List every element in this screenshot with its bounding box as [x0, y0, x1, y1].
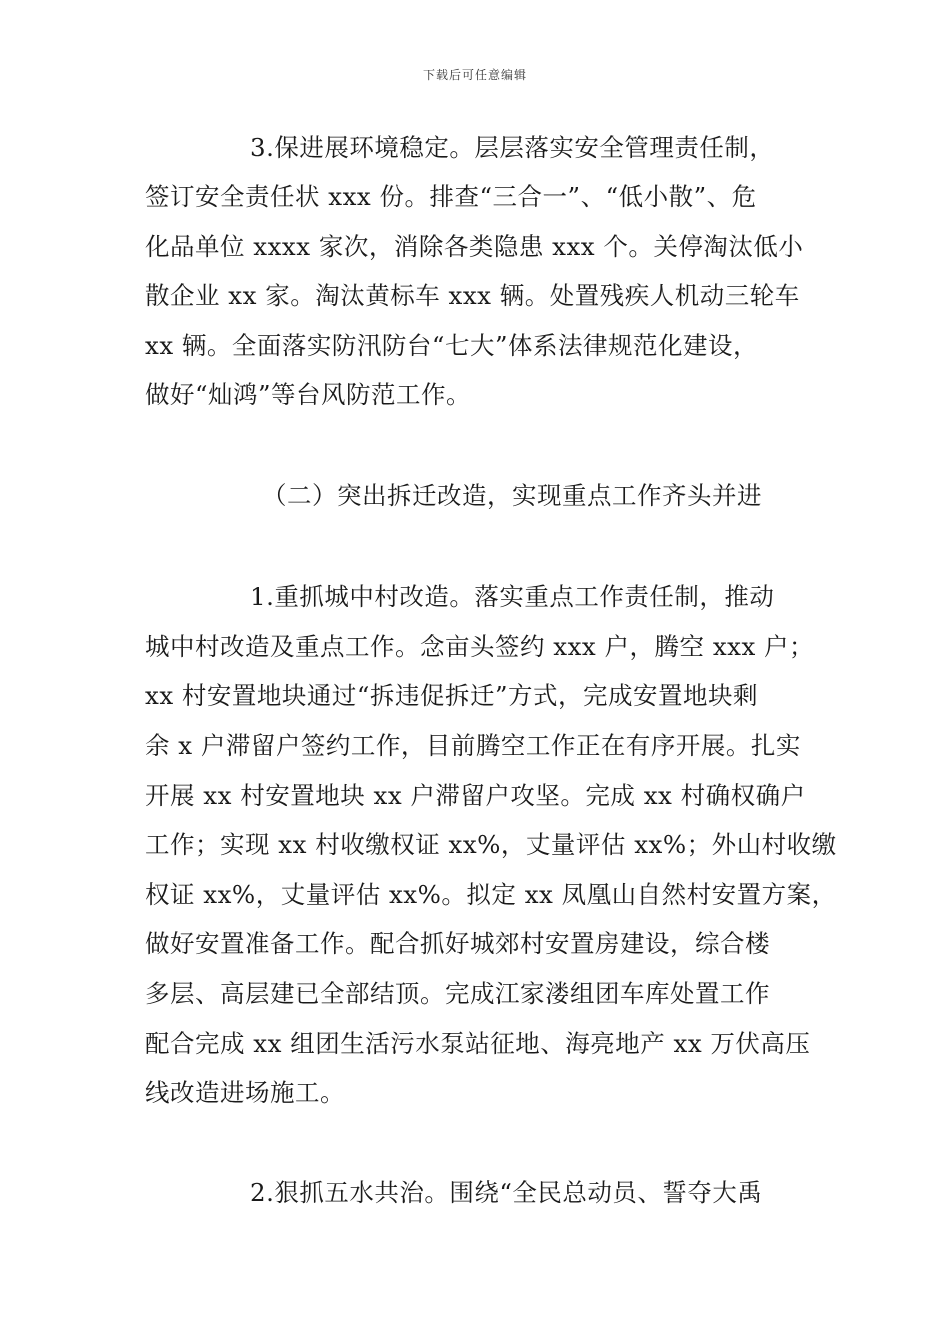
download-note: 下载后可任意编辑: [422, 68, 527, 82]
paragraph-line: 线改造进场施工。: [145, 1078, 345, 1107]
paragraph-line: 开展 xx 村安置地块 xx 户滞留户攻坚。完成 xx 村确权确户: [145, 781, 806, 810]
paragraph-line: 做好“灿鸿”等台风防范工作。: [145, 380, 472, 409]
paragraph-line: 工作；实现 xx 村收缴权证 xx%，丈量评估 xx%；外山村收缴: [145, 830, 837, 859]
paragraph-line: 城中村改造及重点工作。念亩头签约 xxx 户，腾空 xxx 户；: [145, 632, 815, 661]
paragraph-line: xx 村安置地块通过“拆违促拆迁”方式，完成安置地块剩: [145, 681, 758, 710]
paragraph-line: 化品单位 xxxx 家次，消除各类隐患 xxx 个。关停淘汰低小: [145, 232, 804, 261]
paragraph-line: 配合完成 xx 组团生活污水泵站征地、海亮地产 xx 万伏高压: [145, 1029, 811, 1058]
paragraph-line: 3.保进展环境稳定。层层落实安全管理责任制，: [250, 133, 775, 162]
paragraph-line: 1.重抓城中村改造。落实重点工作责任制，推动: [250, 582, 775, 611]
paragraph-line: 余 x 户滞留户签约工作，目前腾空工作正在有序开展。扎实: [145, 731, 801, 760]
paragraph-line: 2.狠抓五水共治。围绕“全民总动员、誓夺大禹: [250, 1178, 763, 1207]
paragraph-line: 做好安置准备工作。配合抓好城郊村安置房建设，综合楼: [145, 929, 770, 958]
section-heading: （二）突出拆迁改造，实现重点工作齐头并进: [262, 481, 762, 510]
paragraph-line: xx 辆。全面落实防汛防台“七大”体系法律规范化建设，: [145, 331, 758, 360]
paragraph-line: 多层、高层建已全部结顶。完成江家溇组团车库处置工作: [145, 979, 770, 1008]
paragraph-line: 权证 xx%，丈量评估 xx%。拟定 xx 凤凰山自然村安置方案，: [145, 880, 837, 909]
paragraph-line: 散企业 xx 家。淘汰黄标车 xxx 辆。处置残疾人机动三轮车: [145, 281, 800, 310]
paragraph-line: 签订安全责任状 xxx 份。排查“三合一”、“低小散”、危: [145, 182, 757, 211]
